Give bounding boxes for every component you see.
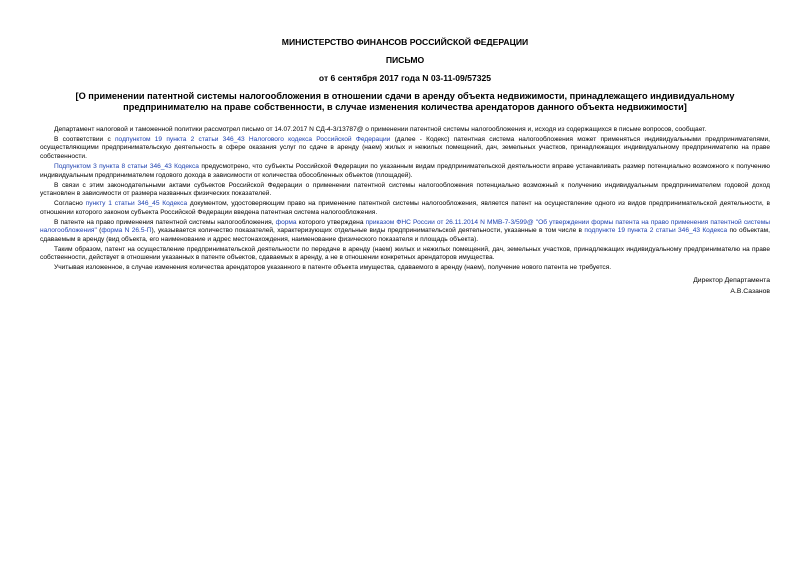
paragraph-3-post: предусмотрено, что субъекты Российской Федерации по указанным видам предпринимательской деятельности вправе устанавливать размер потенциально возможного к получению индивидуальным предпринимателем годового дохода в зависимости от количества обособленных объектов (площадей). bbox=[40, 162, 770, 179]
link-tax-code-346-43-p2-sp19-second[interactable]: подпункте 19 пункта 2 статьи 346_43 Кодекса bbox=[584, 227, 728, 235]
paragraph-5-post: документом, удостоверяющим право на применение патентной системы налогообложения, является патент на осуществление одного из видов предпринимательской деятельности, в отношении которого законом субъекта Российской Федерации введена патентная система налогообложения. bbox=[40, 200, 770, 216]
document-type: ПИСЬМО bbox=[385, 55, 425, 65]
link-form-26-5-p[interactable]: форма N 26.5-П bbox=[101, 227, 152, 235]
signature-position: Директор Департамента bbox=[693, 277, 770, 285]
paragraph-8-text: Учитывая изложенное, в случае изменения количества арендаторов указанного в патенте объекта имущества, сдаваемого в аренду (наем), получение нового патента не требуется. bbox=[54, 264, 612, 272]
paragraph-7-text: Таким образом, патент на осуществление предпринимательской деятельности по передаче в аренду (наем) жилых и нежилых помещений, дач, земельных участков, принадлежащих индивидуальному предпринимателю на праве собственности, действует в отношении указанных в патенте объектов, сдаваемых в аренду, а не в отношении конкретных арендаторов имущества. bbox=[40, 245, 770, 262]
paragraph-1-text: Департамент налоговой и таможенной политики рассмотрел письмо от 14.07.2017 N СД-4-3/13787@ о применении патентной системы налогообложения и, исходя из содержащихся в письме вопросов, сообщает. bbox=[54, 125, 707, 133]
paragraph-2-pre: В соответствии с bbox=[54, 135, 115, 143]
document-page bbox=[40, 0, 770, 297]
paragraph-1 bbox=[40, 126, 770, 135]
link-tax-code-346-43-p8-sp3[interactable]: Подпунктом 3 пункта 8 статьи 346_43 Кодекса bbox=[54, 162, 199, 170]
ministry-title: МИНИСТЕРСТВО ФИНАНСОВ РОССИЙСКОЙ ФЕДЕРАЦИИ bbox=[281, 37, 529, 47]
document-date-number: от 6 сентября 2017 года N 03-11-09/57325 bbox=[318, 73, 492, 83]
paragraph-8 bbox=[40, 264, 770, 273]
paragraph-2-post: (далее - Кодекс) патентная система налогообложения может применяться индивидуальными предпринимателями, осуществляющими предпринимательскую деятельность в сфере оказания услуг по сдаче в аренду (наем) жилых и нежилых помещений, дач, земельных участков, принадлежащих индивидуальному предпринимателю на праве собственности. bbox=[40, 135, 770, 160]
paragraph-6-mid3: ), указывается количество показателей, характеризующих отдельные виды предпринимательской деятельности, указанные в том числе в bbox=[151, 227, 585, 235]
paragraph-2 bbox=[40, 136, 770, 162]
link-patent-form[interactable]: форма bbox=[275, 218, 297, 226]
signature-name: А.В.Сазанов bbox=[730, 287, 770, 295]
paragraph-5-pre: Согласно bbox=[54, 200, 86, 208]
link-fns-order[interactable]: приказом ФНС России от 26.11.2014 N ММВ-7-3/599@ "Об утверждении формы патента на право применения патентной системы налогообложения" bbox=[40, 218, 770, 235]
signature-block bbox=[40, 276, 770, 297]
paragraph-7 bbox=[40, 246, 770, 263]
paragraph-3 bbox=[40, 163, 770, 180]
link-tax-code-346-45-p1[interactable]: пункту 1 статьи 346_45 Кодекса bbox=[85, 200, 188, 208]
paragraph-6 bbox=[40, 219, 770, 245]
paragraph-5 bbox=[40, 200, 770, 217]
paragraph-6-pre: В патенте на право применения патентной системы налогообложения, bbox=[54, 218, 276, 226]
link-tax-code-346-43-p2-sp19[interactable]: подпунктом 19 пункта 2 статьи 346_43 Налогового кодекса Российской Федерации bbox=[114, 135, 391, 143]
paragraph-4 bbox=[40, 182, 770, 199]
paragraph-4-text: В связи с этим законодательными актами субъектов Российской Федерации о применении патентной системы налогообложения потенциально возможный к получению индивидуальным предпринимателем годовой доход установлен в зависимости от размера названных физических показателей. bbox=[40, 181, 770, 198]
paragraph-6-post: по объектам, сдаваемым в аренду (вид объекта, его наименование и адрес местонахождения, наименование физического показателя и площадь объекта). bbox=[40, 227, 770, 243]
document-body bbox=[40, 126, 770, 273]
paragraph-6-mid2: ( bbox=[96, 227, 102, 235]
document-subject: [О применении патентной системы налогообложения в отношении сдачи в аренду объекта недвижимости, принадлежащего индивидуальному предпринимателю на праве собственности, в случае изменения количества арендаторов данного объекта недвижимости] bbox=[75, 91, 735, 113]
paragraph-6-mid1: которого утверждена bbox=[296, 218, 366, 226]
